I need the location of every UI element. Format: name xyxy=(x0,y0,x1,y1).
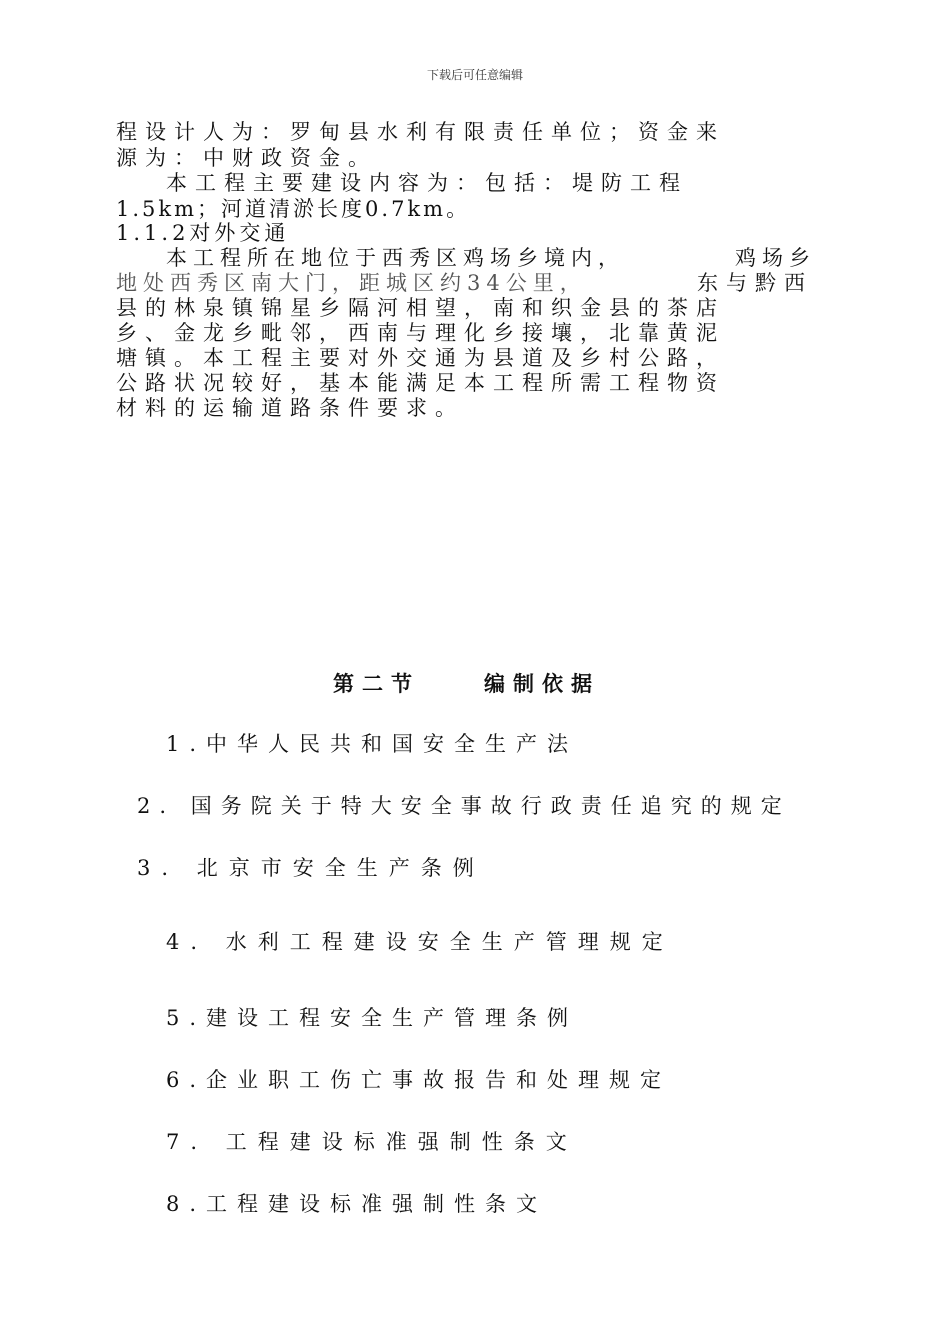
paragraph-line: 乡、金龙乡毗邻，西南与理化乡接壤，北靠黄泥 xyxy=(116,321,725,345)
basis-item: 5.建设工程安全生产管理条例 xyxy=(166,1006,579,1030)
paragraph-line: 塘镇。本工程主要对外交通为县道及乡村公路， xyxy=(116,346,725,370)
paragraph-line: 鸡场乡 xyxy=(735,246,816,270)
basis-item: 4. 水利工程建设安全生产管理规定 xyxy=(166,930,674,954)
basis-item: 6.企业职工伤亡事故报告和处理规定 xyxy=(166,1068,672,1092)
basis-item: 1.中华人民共和国安全生产法 xyxy=(166,732,579,756)
subsection-heading: 1.1.2对外交通 xyxy=(116,221,290,245)
basis-item: 2. 国务院关于特大安全事故行政责任追究的规定 xyxy=(137,794,791,818)
paragraph-line: 县的林泉镇锦星乡隔河相望，南和织金县的茶店 xyxy=(116,296,725,320)
section-name: 编制依据 xyxy=(484,671,600,696)
paragraph-line: 材料的运输道路条件要求。 xyxy=(116,396,464,420)
section-number: 第二节 xyxy=(333,671,420,696)
paragraph-line: 本工程所在地位于西秀区鸡场乡境内， xyxy=(166,246,625,270)
paragraph-line: 程设计人为：罗甸县水利有限责任单位；资金来 xyxy=(116,120,725,144)
basis-item: 7. 工程建设标准强制性条文 xyxy=(166,1130,578,1154)
paragraph-line: 地处西秀区南大门，距城区约34公里， xyxy=(116,271,587,295)
basis-item: 8.工程建设标准强制性条文 xyxy=(166,1192,548,1216)
paragraph-line: 本工程主要建设内容为：包括：堤防工程 xyxy=(166,171,688,195)
basis-item: 3. 北京市安全生产条例 xyxy=(137,856,485,880)
page-header: 下载后可任意编辑 xyxy=(426,68,523,82)
paragraph-line: 源为：中财政资金。 xyxy=(116,146,377,170)
paragraph-line: 东与黔西 xyxy=(697,271,813,295)
paragraph-line: 1.5km；河道清淤长度0.7km。 xyxy=(116,197,471,221)
paragraph-line: 公路状况较好，基本能满足本工程所需工程物资 xyxy=(116,371,725,395)
